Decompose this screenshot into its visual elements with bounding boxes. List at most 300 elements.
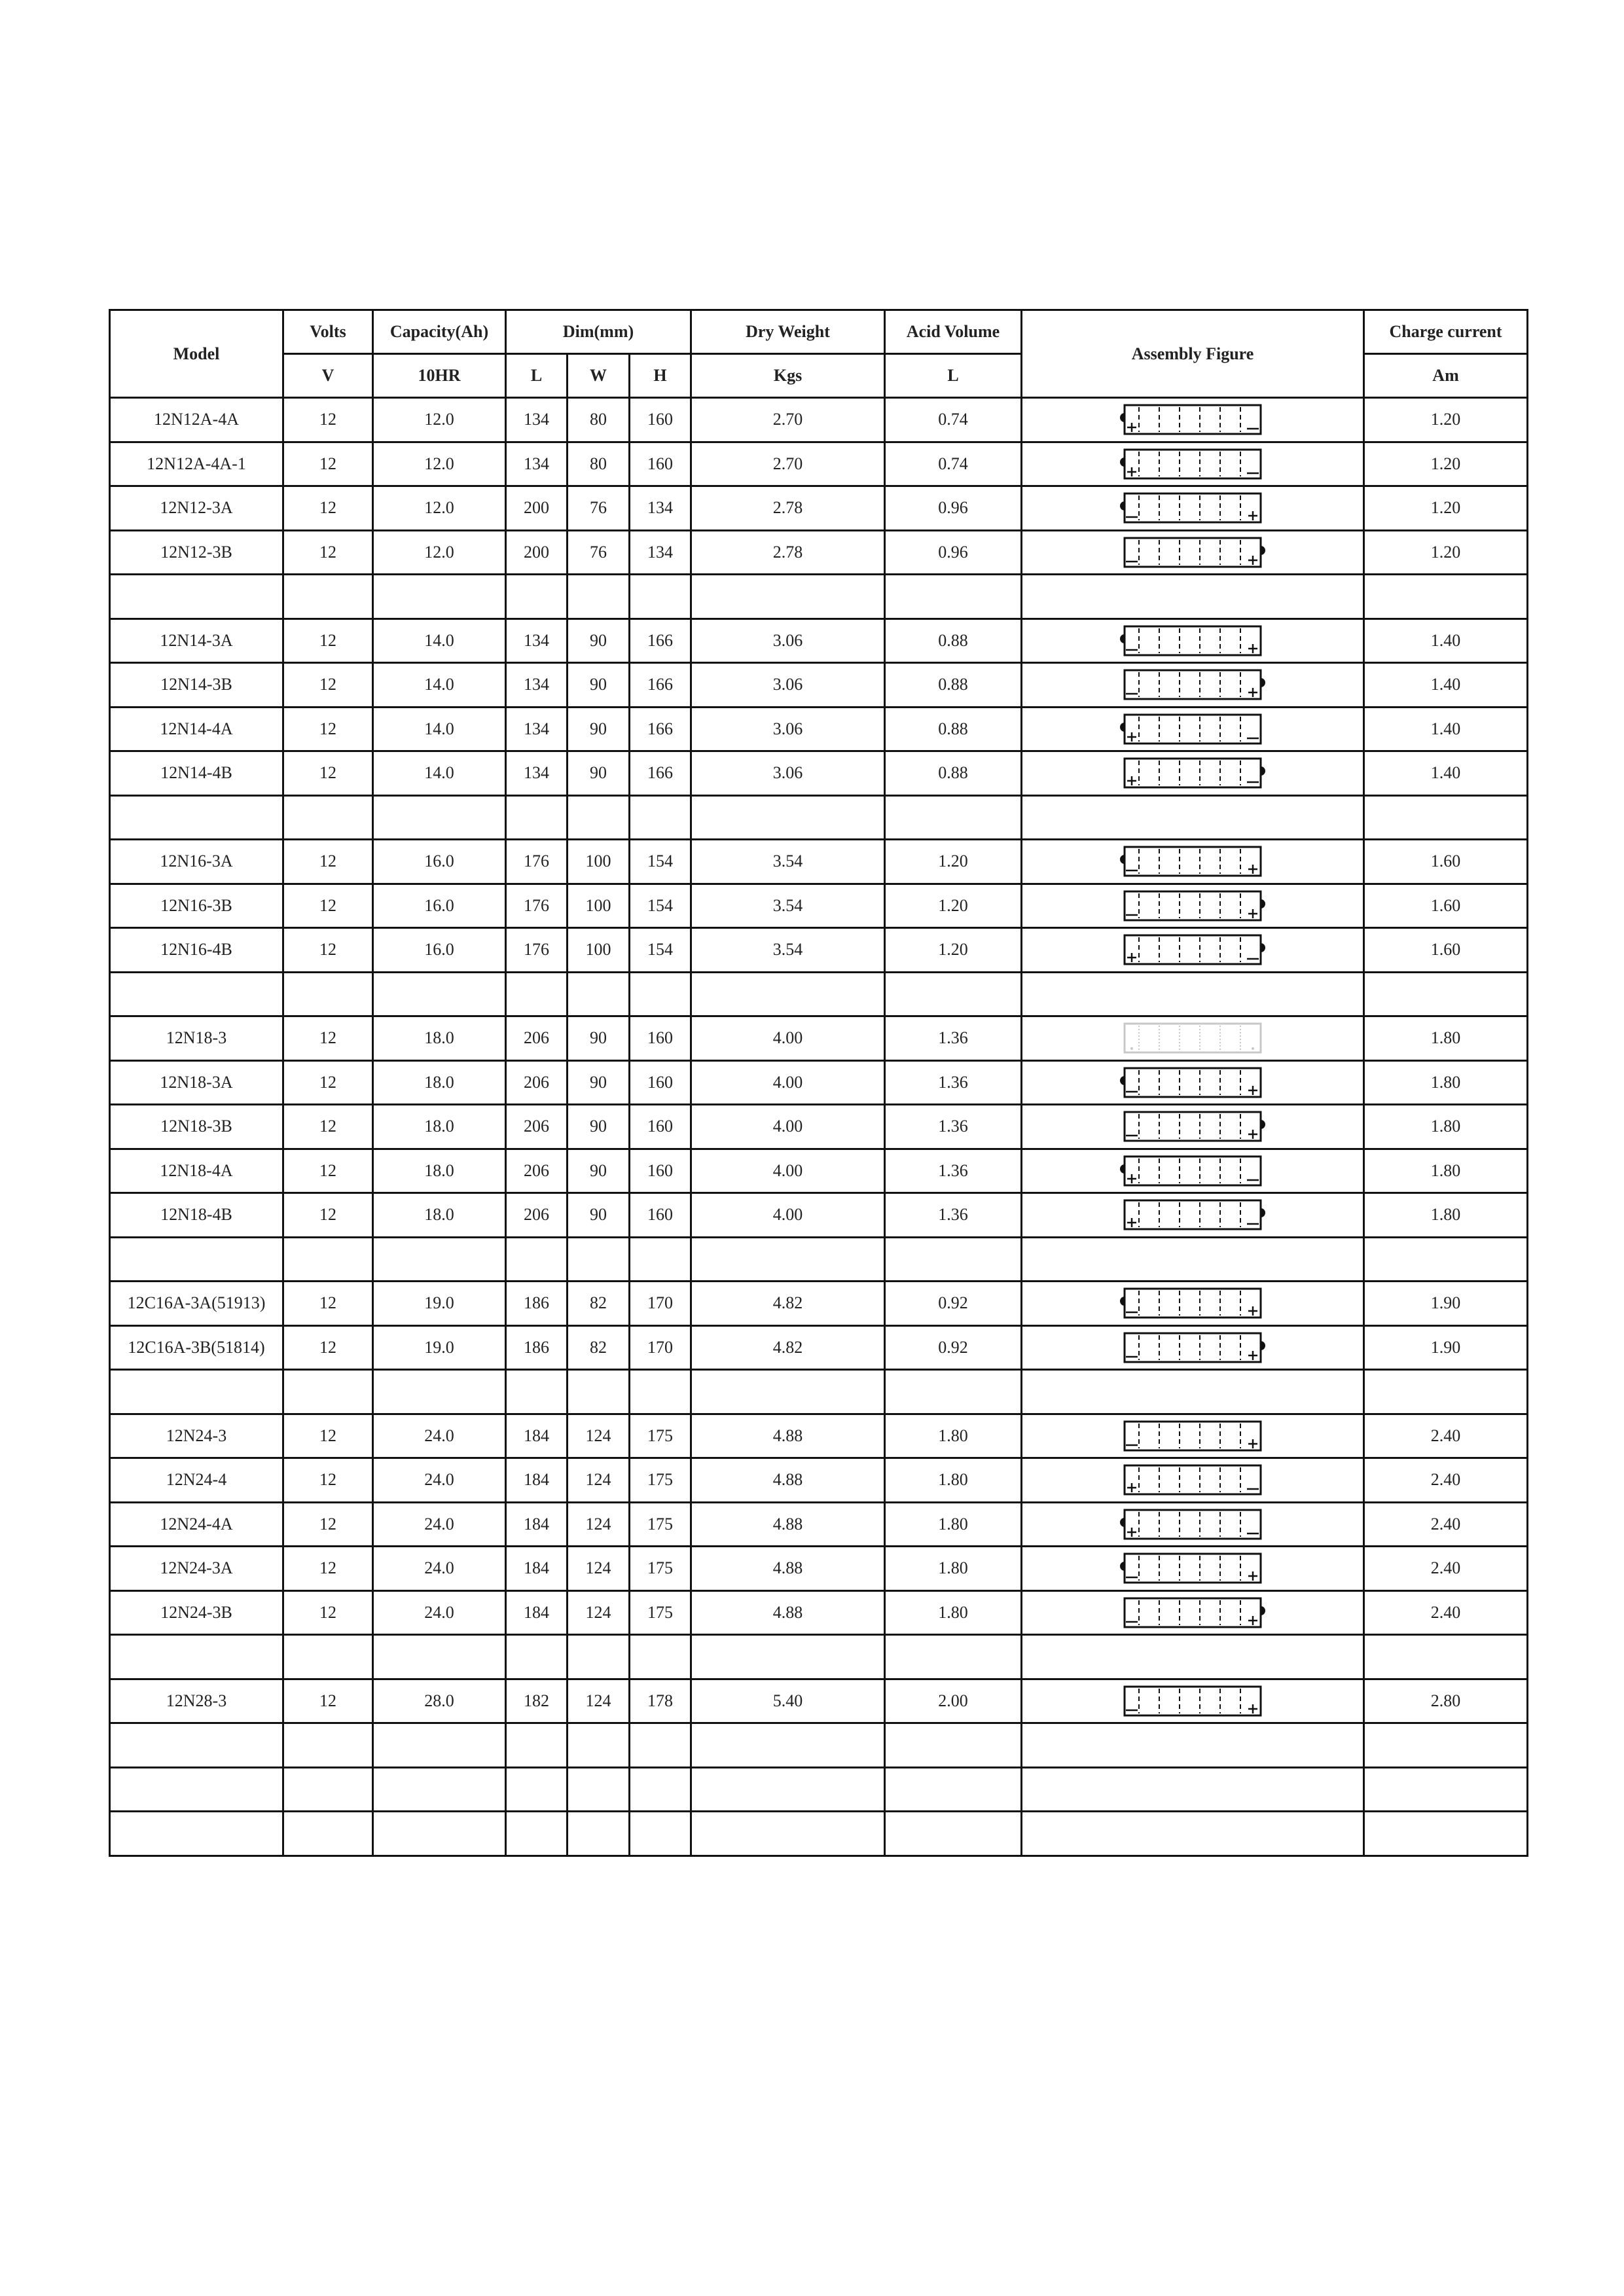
cell-charge-current <box>1364 1767 1528 1812</box>
cell-dim-l: 184 <box>506 1458 568 1503</box>
cell-assembly-figure <box>1022 1370 1364 1414</box>
cell-charge-current <box>1364 1635 1528 1679</box>
cell-acid-volume: 2.00 <box>885 1679 1022 1723</box>
header-dim-h: H <box>630 354 691 398</box>
cell-charge-current <box>1364 795 1528 840</box>
cell-acid-volume: 0.88 <box>885 619 1022 663</box>
cell-charge-current: 1.60 <box>1364 884 1528 928</box>
cell-dim-h <box>630 1370 691 1414</box>
cell-capacity: 19.0 <box>373 1325 506 1370</box>
battery-terminal-icon <box>1114 1109 1271 1143</box>
cell-assembly-figure <box>1022 707 1364 751</box>
cell-dry-weight: 3.54 <box>691 928 885 973</box>
cell-charge-current: 1.40 <box>1364 751 1528 796</box>
cell-model <box>110 1370 283 1414</box>
cell-volts: 12 <box>283 1060 373 1105</box>
cell-capacity: 12.0 <box>373 530 506 575</box>
cell-capacity: 18.0 <box>373 1016 506 1061</box>
cell-dry-weight <box>691 795 885 840</box>
cell-charge-current: 1.40 <box>1364 707 1528 751</box>
cell-assembly-figure <box>1022 1679 1364 1723</box>
cell-acid-volume <box>885 795 1022 840</box>
cell-charge-current: 1.20 <box>1364 530 1528 575</box>
cell-dim-h <box>630 1767 691 1812</box>
cell-dry-weight <box>691 1635 885 1679</box>
cell-dim-w: 90 <box>568 751 630 796</box>
cell-dim-h: 160 <box>630 1105 691 1149</box>
cell-acid-volume: 1.80 <box>885 1590 1022 1635</box>
cell-dim-l: 176 <box>506 884 568 928</box>
cell-charge-current: 1.20 <box>1364 442 1528 486</box>
table-row <box>110 707 1528 751</box>
cell-assembly-figure <box>1022 398 1364 442</box>
battery-terminal-icon <box>1114 1551 1271 1585</box>
cell-capacity <box>373 1635 506 1679</box>
cell-capacity <box>373 1812 506 1856</box>
cell-dry-weight: 3.54 <box>691 884 885 928</box>
table-row <box>110 442 1528 486</box>
cell-model <box>110 575 283 619</box>
cell-dim-h: 170 <box>630 1325 691 1370</box>
table-row <box>110 1635 1528 1679</box>
cell-dim-h <box>630 1635 691 1679</box>
cell-model: 12N24-3 <box>110 1414 283 1458</box>
cell-capacity: 18.0 <box>373 1193 506 1238</box>
cell-dim-l <box>506 1370 568 1414</box>
cell-acid-volume <box>885 1370 1022 1414</box>
cell-dim-h: 178 <box>630 1679 691 1723</box>
cell-assembly-figure <box>1022 1149 1364 1193</box>
cell-model: 12N12A-4A <box>110 398 283 442</box>
cell-volts: 12 <box>283 1502 373 1547</box>
cell-dim-l <box>506 972 568 1016</box>
cell-acid-volume <box>885 575 1022 619</box>
cell-dim-l: 206 <box>506 1149 568 1193</box>
cell-dim-h: 160 <box>630 1193 691 1238</box>
cell-volts: 12 <box>283 1193 373 1238</box>
cell-dim-h: 175 <box>630 1547 691 1591</box>
cell-capacity: 28.0 <box>373 1679 506 1723</box>
cell-assembly-figure <box>1022 619 1364 663</box>
cell-dry-weight: 2.78 <box>691 486 885 531</box>
cell-dim-w: 100 <box>568 840 630 884</box>
cell-dim-l: 186 <box>506 1325 568 1370</box>
cell-acid-volume: 0.88 <box>885 663 1022 708</box>
cell-capacity: 24.0 <box>373 1502 506 1547</box>
cell-dim-w <box>568 972 630 1016</box>
cell-capacity: 24.0 <box>373 1590 506 1635</box>
cell-capacity: 16.0 <box>373 928 506 973</box>
cell-model: 12N18-4A <box>110 1149 283 1193</box>
cell-dry-weight: 3.06 <box>691 751 885 796</box>
cell-charge-current: 1.80 <box>1364 1193 1528 1238</box>
cell-dim-l <box>506 1635 568 1679</box>
cell-acid-volume: 1.36 <box>885 1193 1022 1238</box>
cell-volts: 12 <box>283 530 373 575</box>
table-row <box>110 1060 1528 1105</box>
cell-acid-volume <box>885 1723 1022 1768</box>
cell-dim-w <box>568 1767 630 1812</box>
cell-acid-volume: 0.92 <box>885 1282 1022 1326</box>
cell-capacity: 12.0 <box>373 398 506 442</box>
cell-volts: 12 <box>283 1016 373 1061</box>
cell-dry-weight: 4.88 <box>691 1458 885 1503</box>
cell-model: 12N12-3B <box>110 530 283 575</box>
table-row <box>110 1458 1528 1503</box>
cell-assembly-figure <box>1022 795 1364 840</box>
cell-dim-w: 124 <box>568 1679 630 1723</box>
cell-charge-current: 1.80 <box>1364 1016 1528 1061</box>
cell-charge-current: 1.80 <box>1364 1105 1528 1149</box>
battery-terminal-icon <box>1114 1154 1271 1188</box>
cell-capacity: 18.0 <box>373 1105 506 1149</box>
cell-dim-h: 170 <box>630 1282 691 1326</box>
cell-dim-w: 124 <box>568 1502 630 1547</box>
cell-dim-w: 90 <box>568 663 630 708</box>
cell-model: 12C16A-3B(51814) <box>110 1325 283 1370</box>
cell-model: 12N14-4A <box>110 707 283 751</box>
cell-dry-weight: 4.00 <box>691 1149 885 1193</box>
cell-assembly-figure <box>1022 575 1364 619</box>
cell-dry-weight: 2.70 <box>691 442 885 486</box>
cell-dim-w: 76 <box>568 530 630 575</box>
cell-model <box>110 795 283 840</box>
table-row <box>110 530 1528 575</box>
battery-spec-table <box>109 309 1528 1857</box>
cell-charge-current: 2.40 <box>1364 1458 1528 1503</box>
cell-dry-weight: 5.40 <box>691 1679 885 1723</box>
cell-assembly-figure <box>1022 1237 1364 1282</box>
cell-dry-weight: 2.70 <box>691 398 885 442</box>
cell-acid-volume: 0.92 <box>885 1325 1022 1370</box>
battery-terminal-icon <box>1114 1066 1271 1100</box>
cell-dim-w: 80 <box>568 398 630 442</box>
cell-assembly-figure <box>1022 972 1364 1016</box>
battery-terminal-icon <box>1114 1463 1271 1497</box>
table-row <box>110 928 1528 973</box>
cell-dry-weight: 4.00 <box>691 1193 885 1238</box>
cell-dim-h: 175 <box>630 1458 691 1503</box>
cell-assembly-figure <box>1022 1547 1364 1591</box>
table-row <box>110 795 1528 840</box>
cell-dim-h: 166 <box>630 707 691 751</box>
table-row <box>110 619 1528 663</box>
cell-charge-current <box>1364 1812 1528 1856</box>
cell-dry-weight: 2.78 <box>691 530 885 575</box>
battery-terminal-icon <box>1114 889 1271 923</box>
table-row <box>110 972 1528 1016</box>
cell-assembly-figure <box>1022 1060 1364 1105</box>
cell-dim-l: 200 <box>506 486 568 531</box>
cell-dim-l <box>506 1237 568 1282</box>
cell-charge-current <box>1364 1723 1528 1768</box>
cell-dry-weight: 4.88 <box>691 1590 885 1635</box>
battery-terminal-icon <box>1114 844 1271 878</box>
cell-assembly-figure <box>1022 751 1364 796</box>
cell-acid-volume <box>885 972 1022 1016</box>
cell-acid-volume: 1.20 <box>885 928 1022 973</box>
cell-capacity: 18.0 <box>373 1060 506 1105</box>
cell-dry-weight: 4.88 <box>691 1547 885 1591</box>
cell-model: 12N14-3A <box>110 619 283 663</box>
cell-acid-volume: 1.80 <box>885 1502 1022 1547</box>
cell-volts: 12 <box>283 1547 373 1591</box>
cell-charge-current: 1.80 <box>1364 1149 1528 1193</box>
cell-model: 12N18-3 <box>110 1016 283 1061</box>
cell-model: 12N24-4 <box>110 1458 283 1503</box>
cell-volts <box>283 795 373 840</box>
cell-volts: 12 <box>283 751 373 796</box>
cell-dim-l: 134 <box>506 619 568 663</box>
cell-dim-h: 175 <box>630 1414 691 1458</box>
battery-terminal-icon <box>1114 1021 1271 1055</box>
cell-acid-volume: 1.36 <box>885 1060 1022 1105</box>
cell-acid-volume <box>885 1767 1022 1812</box>
table-row <box>110 1723 1528 1768</box>
cell-capacity: 16.0 <box>373 884 506 928</box>
cell-dim-w: 90 <box>568 1149 630 1193</box>
cell-acid-volume: 0.96 <box>885 530 1022 575</box>
cell-dim-h <box>630 1723 691 1768</box>
cell-assembly-figure <box>1022 1016 1364 1061</box>
cell-volts: 12 <box>283 707 373 751</box>
cell-charge-current: 2.80 <box>1364 1679 1528 1723</box>
cell-dim-h: 160 <box>630 1016 691 1061</box>
cell-acid-volume <box>885 1635 1022 1679</box>
cell-acid-volume: 0.96 <box>885 486 1022 531</box>
cell-acid-volume: 1.80 <box>885 1458 1022 1503</box>
cell-dim-l: 134 <box>506 442 568 486</box>
cell-charge-current: 2.40 <box>1364 1590 1528 1635</box>
battery-terminal-icon <box>1114 1684 1271 1718</box>
table-row <box>110 1193 1528 1238</box>
table-row <box>110 1547 1528 1591</box>
cell-capacity <box>373 795 506 840</box>
cell-acid-volume: 1.80 <box>885 1547 1022 1591</box>
cell-charge-current: 1.80 <box>1364 1060 1528 1105</box>
cell-capacity <box>373 1767 506 1812</box>
cell-volts: 12 <box>283 1282 373 1326</box>
cell-dry-weight <box>691 1237 885 1282</box>
header-dim: Dim(mm) <box>506 310 691 354</box>
cell-volts <box>283 1370 373 1414</box>
cell-dim-l: 206 <box>506 1060 568 1105</box>
cell-dim-l: 184 <box>506 1590 568 1635</box>
cell-dim-h <box>630 1237 691 1282</box>
cell-charge-current <box>1364 1370 1528 1414</box>
cell-acid-volume: 1.36 <box>885 1016 1022 1061</box>
cell-dim-w: 76 <box>568 486 630 531</box>
cell-charge-current: 1.60 <box>1364 840 1528 884</box>
cell-dim-w: 124 <box>568 1458 630 1503</box>
cell-charge-current <box>1364 575 1528 619</box>
cell-volts <box>283 1635 373 1679</box>
table-row <box>110 1414 1528 1458</box>
cell-acid-volume: 1.80 <box>885 1414 1022 1458</box>
cell-volts <box>283 1723 373 1768</box>
cell-charge-current: 1.40 <box>1364 663 1528 708</box>
cell-capacity: 18.0 <box>373 1149 506 1193</box>
header-capacity: Capacity(Ah) <box>373 310 506 354</box>
header-capacity-unit: 10HR <box>373 354 506 398</box>
battery-terminal-icon <box>1114 933 1271 967</box>
table-row <box>110 486 1528 531</box>
cell-model: 12N12A-4A-1 <box>110 442 283 486</box>
cell-dim-l <box>506 795 568 840</box>
cell-capacity: 24.0 <box>373 1414 506 1458</box>
cell-volts <box>283 575 373 619</box>
cell-model: 12N14-3B <box>110 663 283 708</box>
cell-dim-l: 134 <box>506 398 568 442</box>
battery-terminal-icon <box>1114 1507 1271 1541</box>
battery-terminal-icon <box>1114 1419 1271 1453</box>
cell-model: 12C16A-3A(51913) <box>110 1282 283 1326</box>
cell-dry-weight: 4.88 <box>691 1414 885 1458</box>
cell-dry-weight <box>691 1370 885 1414</box>
cell-dim-l: 134 <box>506 663 568 708</box>
table-row <box>110 1105 1528 1149</box>
cell-dim-l: 186 <box>506 1282 568 1326</box>
cell-volts: 12 <box>283 619 373 663</box>
cell-model: 12N24-3A <box>110 1547 283 1591</box>
cell-capacity <box>373 972 506 1016</box>
cell-dim-w: 82 <box>568 1325 630 1370</box>
cell-assembly-figure <box>1022 663 1364 708</box>
cell-dry-weight: 4.00 <box>691 1016 885 1061</box>
cell-charge-current: 1.40 <box>1364 619 1528 663</box>
cell-dim-w <box>568 575 630 619</box>
table-row <box>110 1502 1528 1547</box>
cell-model <box>110 1237 283 1282</box>
cell-dim-h: 166 <box>630 663 691 708</box>
cell-dim-w <box>568 1723 630 1768</box>
cell-acid-volume: 0.74 <box>885 442 1022 486</box>
header-volts: Volts <box>283 310 373 354</box>
cell-dim-w: 90 <box>568 1193 630 1238</box>
table-row <box>110 1325 1528 1370</box>
header-charge-current-unit: Am <box>1364 354 1528 398</box>
cell-model <box>110 1635 283 1679</box>
cell-dim-w: 90 <box>568 1016 630 1061</box>
cell-assembly-figure <box>1022 928 1364 973</box>
cell-dry-weight: 4.82 <box>691 1325 885 1370</box>
cell-dry-weight <box>691 575 885 619</box>
cell-dim-l: 206 <box>506 1193 568 1238</box>
cell-volts <box>283 1767 373 1812</box>
cell-dry-weight: 3.54 <box>691 840 885 884</box>
table-header <box>110 310 1528 398</box>
table-row <box>110 575 1528 619</box>
table-row <box>110 663 1528 708</box>
battery-terminal-icon <box>1114 535 1271 569</box>
cell-acid-volume: 0.74 <box>885 398 1022 442</box>
cell-dim-w: 90 <box>568 1105 630 1149</box>
cell-charge-current: 1.90 <box>1364 1282 1528 1326</box>
cell-volts: 12 <box>283 1105 373 1149</box>
cell-dim-l: 176 <box>506 928 568 973</box>
cell-capacity: 24.0 <box>373 1547 506 1591</box>
cell-capacity: 12.0 <box>373 442 506 486</box>
cell-dim-l: 206 <box>506 1016 568 1061</box>
battery-terminal-icon <box>1114 1331 1271 1365</box>
cell-capacity <box>373 1370 506 1414</box>
cell-charge-current: 1.20 <box>1364 486 1528 531</box>
cell-model: 12N18-3A <box>110 1060 283 1105</box>
cell-volts: 12 <box>283 1458 373 1503</box>
cell-dim-w <box>568 1635 630 1679</box>
battery-terminal-icon <box>1114 1286 1271 1320</box>
header-assembly-figure: Assembly Figure <box>1022 310 1364 398</box>
cell-dim-h: 134 <box>630 486 691 531</box>
table-row <box>110 1370 1528 1414</box>
cell-dry-weight <box>691 972 885 1016</box>
cell-charge-current: 2.40 <box>1364 1547 1528 1591</box>
cell-volts <box>283 1237 373 1282</box>
battery-terminal-icon <box>1114 624 1271 658</box>
cell-dim-w <box>568 1237 630 1282</box>
cell-acid-volume: 1.36 <box>885 1149 1022 1193</box>
cell-capacity <box>373 575 506 619</box>
cell-assembly-figure <box>1022 1812 1364 1856</box>
cell-dim-l: 206 <box>506 1105 568 1149</box>
cell-dim-w <box>568 1812 630 1856</box>
battery-terminal-icon <box>1114 1596 1271 1630</box>
cell-dim-h: 166 <box>630 751 691 796</box>
cell-dim-l: 134 <box>506 751 568 796</box>
cell-dim-h: 154 <box>630 884 691 928</box>
cell-model: 12N28-3 <box>110 1679 283 1723</box>
cell-dim-w: 124 <box>568 1590 630 1635</box>
table-row <box>110 1812 1528 1856</box>
battery-terminal-icon <box>1114 403 1271 437</box>
cell-model: 12N14-4B <box>110 751 283 796</box>
header-dim-l: L <box>506 354 568 398</box>
table-row <box>110 1679 1528 1723</box>
cell-volts <box>283 1812 373 1856</box>
table-row <box>110 1237 1528 1282</box>
cell-charge-current: 1.90 <box>1364 1325 1528 1370</box>
cell-dim-l: 176 <box>506 840 568 884</box>
cell-dry-weight: 4.82 <box>691 1282 885 1326</box>
cell-charge-current <box>1364 972 1528 1016</box>
table-row <box>110 1767 1528 1812</box>
cell-dim-h <box>630 1812 691 1856</box>
cell-assembly-figure <box>1022 1723 1364 1768</box>
cell-assembly-figure <box>1022 1282 1364 1326</box>
table-row <box>110 884 1528 928</box>
table-row <box>110 751 1528 796</box>
cell-charge-current: 1.20 <box>1364 398 1528 442</box>
cell-model: 12N18-4B <box>110 1193 283 1238</box>
cell-capacity: 14.0 <box>373 751 506 796</box>
cell-model: 12N24-4A <box>110 1502 283 1547</box>
cell-model: 12N18-3B <box>110 1105 283 1149</box>
cell-dim-l <box>506 575 568 619</box>
cell-dim-w: 80 <box>568 442 630 486</box>
battery-terminal-icon <box>1114 1198 1271 1232</box>
battery-terminal-icon <box>1114 712 1271 746</box>
table-row <box>110 840 1528 884</box>
header-dry-weight-unit: Kgs <box>691 354 885 398</box>
cell-assembly-figure <box>1022 486 1364 531</box>
table-row <box>110 1282 1528 1326</box>
cell-dim-l <box>506 1723 568 1768</box>
cell-dry-weight <box>691 1723 885 1768</box>
cell-dim-h <box>630 972 691 1016</box>
cell-dim-l: 134 <box>506 707 568 751</box>
cell-dim-l: 184 <box>506 1547 568 1591</box>
cell-dry-weight <box>691 1812 885 1856</box>
